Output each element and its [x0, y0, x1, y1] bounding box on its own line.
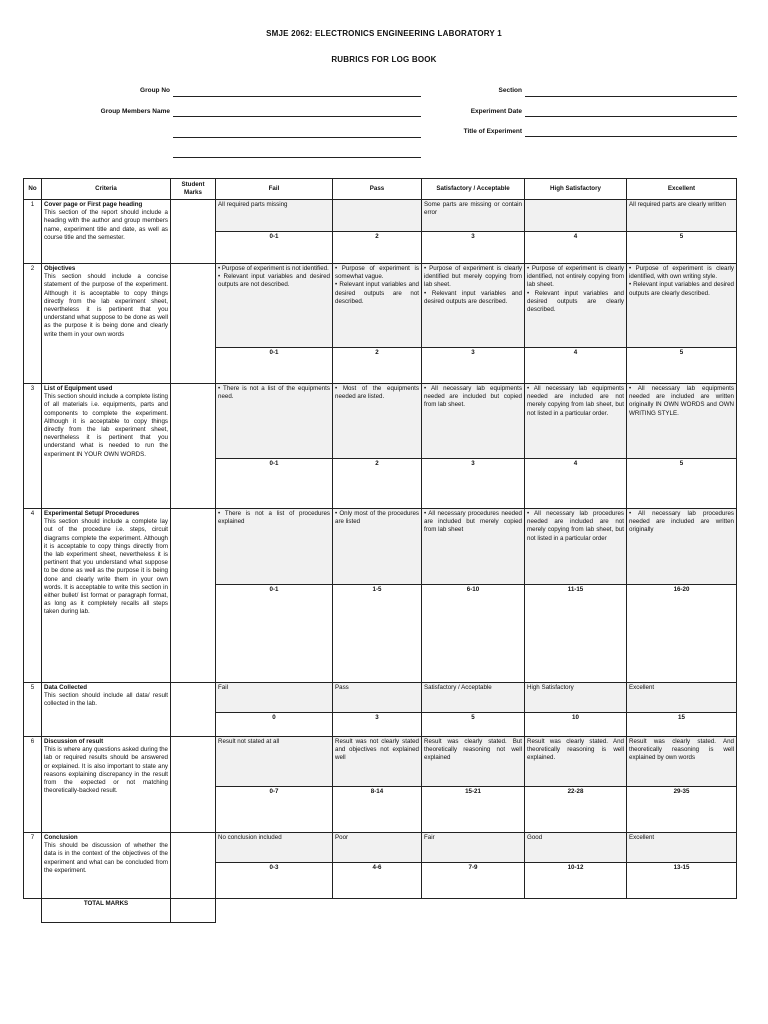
high-satisfactory-desc: Good: [525, 833, 627, 863]
total-row: [24, 899, 737, 923]
header-fail: Fail: [216, 179, 333, 200]
high-satisfactory-score: 22-28: [525, 787, 627, 833]
excellent-desc: • All necessary lab equipments needed are included are written originally IN OWN WORDS and OWN WRITING STYLE.: [627, 384, 737, 459]
criterion-desc-row: [24, 384, 737, 459]
total-spacer: [24, 899, 42, 923]
rubric-table: [23, 178, 737, 923]
criterion-cell: [42, 509, 171, 683]
satisfactory-desc: Some parts are missing or contain error: [422, 200, 525, 232]
criterion-desc-row: [24, 264, 737, 348]
criterion-text: This is where any questions asked during the lab or required results should be answered or explained. It is also important to state any reasons explaining discrepancy in the result from the expected or not matching theoretically-backed result.: [44, 746, 168, 795]
criterion-number: 5: [24, 683, 42, 737]
criterion-number: 3: [24, 384, 42, 509]
criterion-number: 2: [24, 264, 42, 384]
student-marks-cell[interactable]: [171, 200, 216, 264]
satisfactory-score: 7-9: [422, 863, 525, 899]
fail-score: 0: [216, 713, 333, 737]
excellent-desc: • Purpose of experiment is clearly identified, with own writing style. • Relevant input variables and desired outputs are clearly described.: [627, 264, 737, 348]
satisfactory-desc: Result was clearly stated. But theoretically reasoning not well explained: [422, 737, 525, 787]
satisfactory-desc: • All necessary lab equipments needed are included but copied from lab sheet.: [422, 384, 525, 459]
high-satisfactory-score: 10: [525, 713, 627, 737]
fail-desc: • There is not a list of procedures explained: [216, 509, 333, 585]
criterion-cell: [42, 683, 171, 737]
header-student-marks: Student Marks: [171, 179, 216, 200]
header-excellent: Excellent: [627, 179, 737, 200]
student-marks-cell[interactable]: [171, 683, 216, 737]
satisfactory-score: 3: [422, 232, 525, 264]
total-marks-cell[interactable]: [171, 899, 216, 923]
fail-desc: All required parts missing: [216, 200, 333, 232]
excellent-desc: Result was clearly stated. And theoretically reasoning is well explained by own words: [627, 737, 737, 787]
pass-desc: Poor: [333, 833, 422, 863]
high-satisfactory-score: 4: [525, 348, 627, 384]
section-label: Section: [498, 87, 522, 94]
criterion-text: This section should include a complete listing of all materials i.e. equipments, parts and components to complete the experiment. Although it is acceptable to copy things directly from the lab experiment sheet, nevertheless it is pertinent that you understand what is needed to run the experiment IN YOUR OWN WORDS.: [44, 393, 168, 458]
experiment-date-label: Experiment Date: [470, 108, 522, 115]
excellent-desc: • All necessary lab procedures needed are included are written originally: [627, 509, 737, 585]
fail-desc: • Purpose of experiment is not identified. • Relevant input variables and desired outputs are not described.: [216, 264, 333, 348]
criterion-title: Conclusion: [44, 834, 78, 841]
group-no-label: Group No: [140, 87, 170, 94]
excellent-score: 29-35: [627, 787, 737, 833]
document-title: RUBRICS FOR LOG BOOK: [331, 55, 437, 64]
satisfactory-desc: • All necessary procedures needed are included but merely copied from lab sheet: [422, 509, 525, 585]
header-criteria: Criteria: [42, 179, 171, 200]
excellent-desc: Excellent: [627, 833, 737, 863]
section-field[interactable]: [525, 96, 737, 97]
excellent-score: 5: [627, 232, 737, 264]
high-satisfactory-desc: High Satisfactory: [525, 683, 627, 713]
criterion-title: Data Collected: [44, 684, 87, 691]
pass-desc: Result was not clearly stated and objectives not explained well: [333, 737, 422, 787]
experiment-title-field[interactable]: [525, 136, 737, 137]
fail-desc: Fail: [216, 683, 333, 713]
criterion-number: 6: [24, 737, 42, 833]
criterion-desc-row: [24, 737, 737, 787]
high-satisfactory-desc: Result was clearly stated. And theoretically reasoning is well explained.: [525, 737, 627, 787]
fail-score: 0-1: [216, 585, 333, 683]
criterion-cell: [42, 737, 171, 833]
group-no-field[interactable]: [173, 96, 421, 97]
criterion-cell: [42, 833, 171, 899]
criterion-cell: [42, 264, 171, 384]
high-satisfactory-score: 11-15: [525, 585, 627, 683]
criterion-desc-row: [24, 509, 737, 585]
student-marks-cell[interactable]: [171, 264, 216, 384]
pass-desc: Pass: [333, 683, 422, 713]
criterion-text: This section should include all data/ result collected in the lab.: [44, 692, 168, 708]
satisfactory-score: 3: [422, 459, 525, 509]
high-satisfactory-score: 4: [525, 459, 627, 509]
student-marks-cell[interactable]: [171, 737, 216, 833]
header-no: No: [24, 179, 42, 200]
pass-score: 4-6: [333, 863, 422, 899]
criterion-cell: [42, 384, 171, 509]
pass-desc: [333, 200, 422, 232]
group-members-field-1[interactable]: [173, 116, 421, 117]
excellent-score: 5: [627, 459, 737, 509]
criterion-text: This section should include a concise statement of the purpose of the experiment. Although it is acceptable to copy things directly from the lab experiment sheet, nevertheless it is pertinent that you understand what suppose to be done as well as the purpose it is being done and clearly write them in your own words: [44, 273, 168, 338]
fail-score: 0-3: [216, 863, 333, 899]
criterion-title: Cover page or First page heading: [44, 201, 143, 208]
criterion-text: This should be discussion of whether the data is in the context of the objectives of the experiment and what can be concluded from the experiment.: [44, 842, 168, 874]
satisfactory-desc: Fair: [422, 833, 525, 863]
criterion-desc-row: [24, 833, 737, 863]
pass-score: 2: [333, 232, 422, 264]
criterion-title: Experimental Setup/ Procedures: [44, 510, 140, 517]
fail-desc: • There is not a list of the equipments need.: [216, 384, 333, 459]
excellent-score: 15: [627, 713, 737, 737]
criterion-title: Discussion of result: [44, 738, 104, 745]
header-pass: Pass: [333, 179, 422, 200]
pass-score: 2: [333, 459, 422, 509]
header-satisfactory: Satisfactory / Acceptable: [422, 179, 525, 200]
criterion-desc-row: [24, 200, 737, 232]
course-title: SMJE 2062: ELECTRONICS ENGINEERING LABORATORY 1: [266, 29, 502, 38]
criterion-title: List of Equipment used: [44, 385, 113, 392]
pass-desc: • Purpose of experiment is somewhat vague. • Relevant input variables and desired outputs are not described.: [333, 264, 422, 348]
fail-score: 0-1: [216, 232, 333, 264]
fail-desc: No conclusion included: [216, 833, 333, 863]
criterion-number: 1: [24, 200, 42, 264]
fail-score: 0-1: [216, 459, 333, 509]
header-row: [24, 179, 737, 200]
group-members-field-2[interactable]: [173, 137, 421, 138]
group-members-field-3[interactable]: [173, 157, 421, 158]
high-satisfactory-score: 4: [525, 232, 627, 264]
high-satisfactory-desc: • All necessary lab equipments needed are included are not merely copying from lab sheet, but not listed in a particular order.: [525, 384, 627, 459]
satisfactory-desc: Satisfactory / Acceptable: [422, 683, 525, 713]
student-marks-cell[interactable]: [171, 509, 216, 683]
criterion-cell: [42, 200, 171, 264]
experiment-date-field[interactable]: [525, 116, 737, 117]
satisfactory-score: 5: [422, 713, 525, 737]
fail-desc: Result not stated at all: [216, 737, 333, 787]
header-high-satisfactory: High Satisfactory: [525, 179, 627, 200]
criterion-title: Objectives: [44, 265, 76, 272]
pass-score: 3: [333, 713, 422, 737]
pass-score: 1-5: [333, 585, 422, 683]
student-marks-cell[interactable]: [171, 384, 216, 509]
total-marks-label: TOTAL MARKS: [42, 899, 171, 923]
criterion-text: This section should include a complete lay out of the procedure i.e. steps, circuit diagrams complete the experiment. Although it is acceptable to copy things directly from the lab experiment sheet, nevertheless it is pertinent that you understand what suppose to be done as well as the purpose it is being done and clearly write them in your own words. It is acceptable to write this section in either bullet/ list format or paragraph format, as long as it completely recalls all steps taken during lab.: [44, 518, 168, 616]
excellent-score: 13-15: [627, 863, 737, 899]
pass-desc: • Only most of the procedures are listed: [333, 509, 422, 585]
excellent-desc: Excellent: [627, 683, 737, 713]
fail-score: 0-1: [216, 348, 333, 384]
high-satisfactory-desc: [525, 200, 627, 232]
satisfactory-score: 15-21: [422, 787, 525, 833]
high-satisfactory-desc: • Purpose of experiment is clearly identified, not entirely copying from lab sheet. • Relevant input variables and desired outputs are clearly described.: [525, 264, 627, 348]
pass-score: 2: [333, 348, 422, 384]
total-row-empty: [216, 899, 737, 923]
satisfactory-desc: • Purpose of experiment is clearly identified but merely copying from lab sheet. • Relevant input variables and desired outputs are described.: [422, 264, 525, 348]
high-satisfactory-desc: • All necessary lab procedures needed are included are not merely copying from lab sheet, but not listed in a particular order: [525, 509, 627, 585]
criterion-number: 7: [24, 833, 42, 899]
criterion-number: 4: [24, 509, 42, 683]
experiment-title-label: Title of Experiment: [463, 128, 522, 135]
fail-score: 0-7: [216, 787, 333, 833]
criterion-desc-row: [24, 683, 737, 713]
pass-score: 8-14: [333, 787, 422, 833]
high-satisfactory-score: 10-12: [525, 863, 627, 899]
criterion-text: This section of the report should include a heading with the author and group members name, experiment title and date, as well as course title and the semester.: [44, 209, 168, 241]
group-members-label: Group Members Name: [100, 108, 170, 115]
student-marks-cell[interactable]: [171, 833, 216, 899]
satisfactory-score: 3: [422, 348, 525, 384]
excellent-score: 16-20: [627, 585, 737, 683]
excellent-desc: All required parts are clearly written: [627, 200, 737, 232]
excellent-score: 5: [627, 348, 737, 384]
satisfactory-score: 6-10: [422, 585, 525, 683]
pass-desc: • Most of the equipments needed are listed.: [333, 384, 422, 459]
